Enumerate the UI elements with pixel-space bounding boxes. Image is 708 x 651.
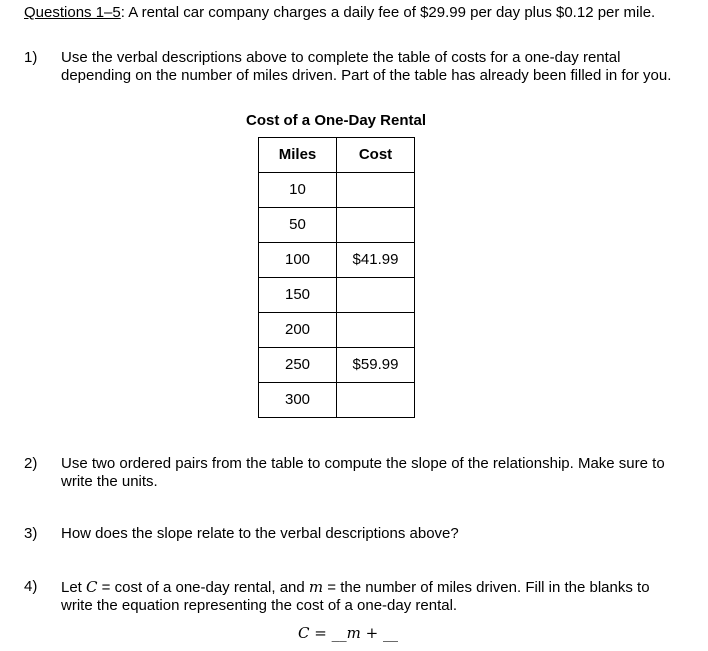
miles-cell: 150: [259, 278, 337, 313]
table-row: [259, 348, 415, 383]
miles-cell: 50: [259, 208, 337, 243]
question-number: 3): [24, 525, 38, 542]
question-text-mid: = cost of a one-day rental, and: [97, 579, 309, 596]
variable-m: m: [308, 578, 324, 596]
table-row: [259, 383, 415, 418]
table-row: [259, 278, 415, 313]
equation-equals: =: [309, 624, 332, 642]
question-text: How does the slope relate to the verbal descriptions above?: [61, 525, 459, 542]
table-header-row: [259, 138, 415, 173]
miles-cell: 300: [259, 383, 337, 418]
intercept-blank[interactable]: __: [382, 624, 398, 642]
cost-cell[interactable]: [337, 278, 415, 313]
table-caption: Cost of a One-Day Rental: [245, 112, 427, 129]
cost-cell[interactable]: [337, 173, 415, 208]
equation-lhs: C: [298, 624, 310, 642]
cost-table: [258, 137, 415, 418]
questions-range-label: Questions 1–5: [24, 4, 121, 21]
slope-blank[interactable]: __: [331, 624, 347, 642]
question-2: [24, 455, 674, 491]
table-row: [259, 313, 415, 348]
table-row: [259, 208, 415, 243]
question-number: 2): [24, 455, 38, 472]
variable-c: C: [86, 578, 98, 596]
miles-header: Miles: [259, 138, 337, 173]
question-text: Use the verbal descriptions above to complete the table of costs for a one-day rental depending on the number of miles driven. Part of the table has already been filled in for you.: [61, 49, 672, 84]
question-text: [61, 578, 674, 615]
miles-cell: 200: [259, 313, 337, 348]
question-1: [24, 49, 674, 85]
cost-cell: $41.99: [337, 243, 415, 278]
question-text: Use two ordered pairs from the table to compute the slope of the relationship. Make sure to write the units.: [61, 455, 665, 490]
table-row: [259, 243, 415, 278]
table-row: [259, 173, 415, 208]
question-text-prefix: Let: [61, 579, 87, 596]
cost-cell[interactable]: [337, 208, 415, 243]
question-number: 4): [24, 578, 38, 595]
question-number: 1): [24, 49, 38, 66]
intro-text: : A rental car company charges a daily fee of $29.99 per day plus $0.12 per mile.: [120, 4, 656, 21]
miles-cell: 250: [259, 348, 337, 383]
equation-variable: m: [346, 624, 361, 642]
question-3: [24, 525, 674, 543]
cost-cell[interactable]: [337, 383, 415, 418]
cost-header: Cost: [337, 138, 415, 173]
cost-cell: $59.99: [337, 348, 415, 383]
miles-cell: 10: [259, 173, 337, 208]
intro-paragraph: [24, 4, 664, 22]
question-4: [24, 578, 674, 615]
cost-cell[interactable]: [337, 313, 415, 348]
cost-equation: [298, 624, 398, 642]
question-text-end: = the number of miles driven. Fill in the blanks to write the equation representing the cost of a one-day rental.: [61, 579, 650, 614]
miles-cell: 100: [259, 243, 337, 278]
equation-plus: +: [360, 624, 383, 642]
